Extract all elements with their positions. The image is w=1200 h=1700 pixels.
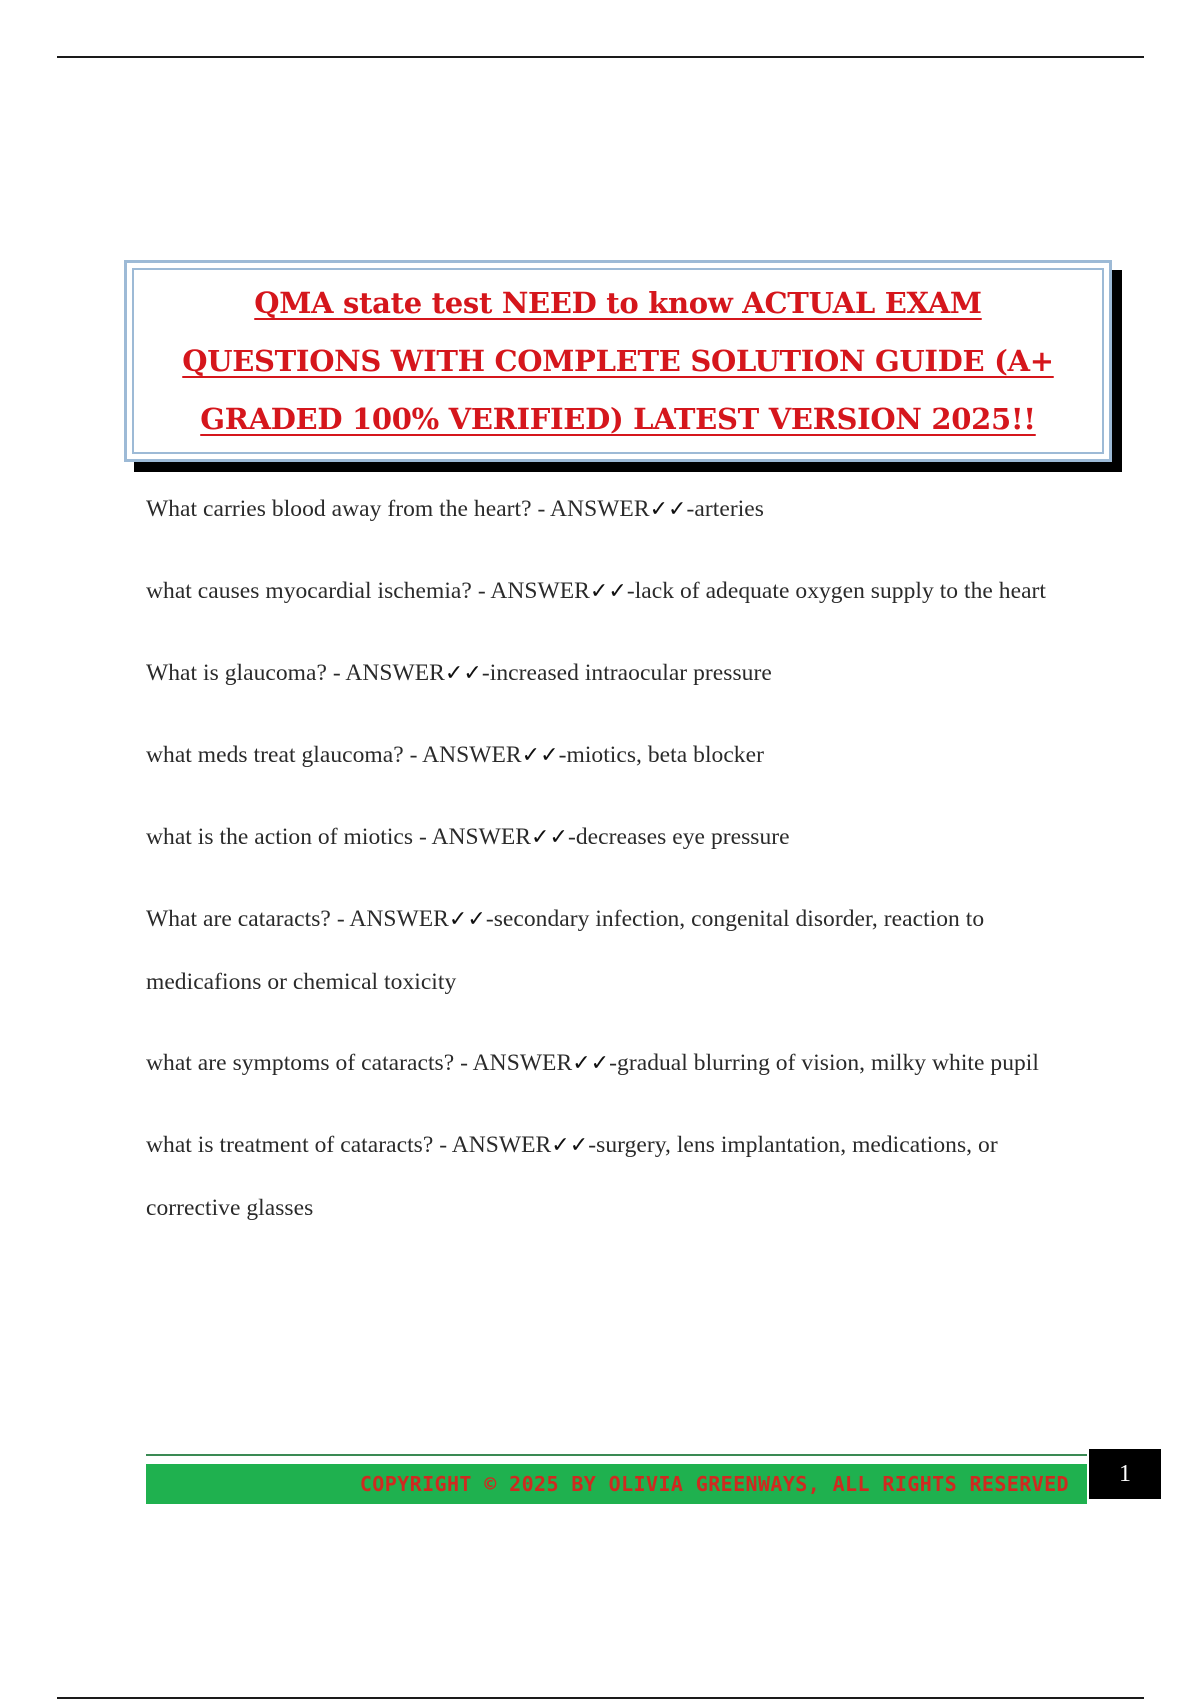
question-text: what is treatment of cataracts? [146,1132,434,1158]
answer-text: -secondary infection, congenital disorder, reaction to medicafions or chemical toxicity [146,906,985,995]
qa-item [146,1032,1096,1095]
qa-list [146,478,1096,1258]
question-text: what causes myocardial ischemia? [146,578,472,604]
answer-text: -surgery, lens implantation, medications, or corrective glasses [146,1132,998,1221]
double-check-icon: ✓✓ [551,1133,589,1158]
qa-item [146,1114,1096,1239]
document-title: QMA state test NEED to know ACTUAL EXAM QUESTIONS WITH COMPLETE SOLUTION GUIDE (A+ GRADED 100% VERIFIED) LATEST VERSION 2025!! [182,286,1054,436]
footer-rule [146,1454,1087,1456]
title-box [124,260,1112,462]
question-text: What is glaucoma? [146,660,327,686]
top-rule [57,56,1144,58]
double-check-icon: ✓✓ [572,1051,610,1076]
answer-separator: - ANSWER [413,824,532,850]
double-check-icon: ✓✓ [589,579,627,604]
copyright-text: COPYRIGHT © 2025 BY OLIVIA GREENWAYS, ALL RIGHTS RESERVED [359,1472,1069,1496]
answer-separator: - ANSWER [454,1050,573,1076]
footer-copyright-bar [146,1464,1087,1504]
question-text: what is the action of miotics [146,824,414,850]
answer-separator: - ANSWER [403,742,522,768]
page-number: 1 [1089,1449,1161,1499]
double-check-icon: ✓✓ [531,825,568,850]
qa-item [146,724,1096,787]
bottom-rule [57,1697,1144,1699]
question-text: What carries blood away from the heart? [146,496,532,522]
answer-separator: - ANSWER [471,578,590,604]
answer-text: -arteries [686,496,764,522]
answer-text: -gradual blurring of vision, milky white pupil [609,1050,1039,1076]
double-check-icon: ✓✓ [521,743,559,768]
answer-separator: - ANSWER [433,1132,552,1158]
answer-text: -increased intraocular pressure [481,660,772,686]
question-text: what are symptoms of cataracts? [146,1050,455,1076]
answer-separator: - ANSWER [531,496,650,522]
question-text: What are cataracts? [146,906,331,932]
qa-item [146,888,1096,1013]
answer-text: -miotics, beta blocker [558,742,764,768]
question-text: what meds treat glaucoma? [146,742,404,768]
qa-item [146,560,1096,623]
qa-item [146,478,1096,541]
answer-separator: - ANSWER [330,906,449,932]
qa-item [146,806,1096,869]
answer-text: -lack of adequate oxygen supply to the heart [626,578,1047,604]
answer-text: -decreases eye pressure [568,824,790,850]
double-check-icon: ✓✓ [649,497,687,522]
qa-item [146,642,1096,705]
answer-separator: - ANSWER [326,660,445,686]
title-box-inner-border [132,268,1104,454]
double-check-icon: ✓✓ [444,661,482,686]
double-check-icon: ✓✓ [448,907,486,932]
